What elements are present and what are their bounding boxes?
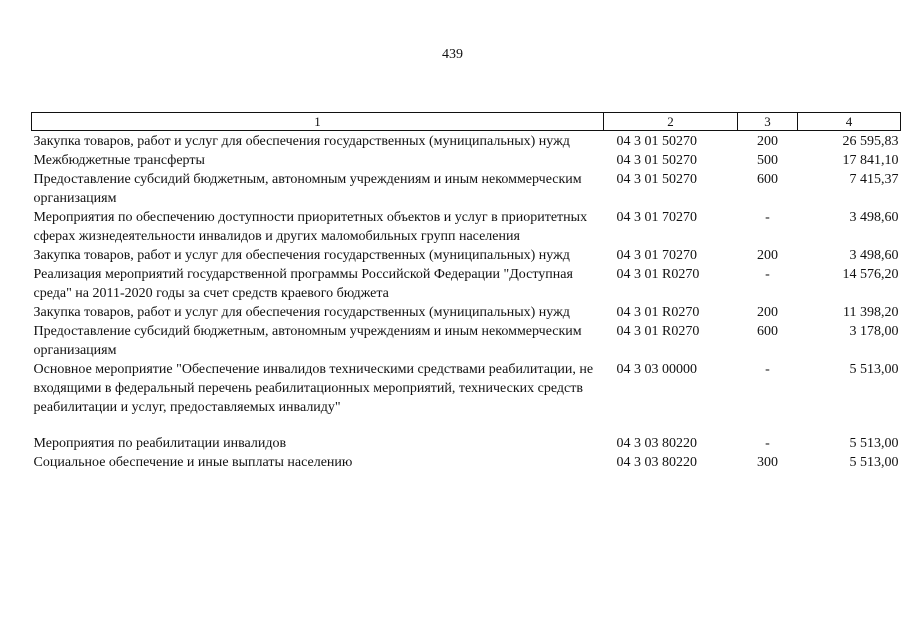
table-row bbox=[32, 246, 901, 265]
row-code: 04 3 01 R0270 bbox=[616, 324, 700, 339]
row-amount: 5 513,00 bbox=[849, 436, 899, 451]
row-code: 04 3 01 70270 bbox=[616, 210, 697, 225]
row-name: Закупка товаров, работ и услуг для обеспечения государственных (муниципальных) нужд bbox=[33, 134, 570, 149]
row-amount: 11 398,20 bbox=[843, 305, 899, 320]
budget-table bbox=[31, 112, 901, 472]
table-row bbox=[32, 131, 901, 152]
row-amount: 5 513,00 bbox=[849, 362, 899, 377]
row-name: Мероприятия по обеспечению доступности приоритетных объектов и услуг в приоритетных сферах жизнедеятельности инвалидов и других маломобильных групп населения bbox=[33, 210, 588, 244]
column-header-type: 3 bbox=[738, 113, 798, 131]
table-body bbox=[32, 131, 901, 473]
row-code: 04 3 03 80220 bbox=[616, 455, 697, 470]
row-code: 04 3 03 00000 bbox=[616, 362, 697, 377]
row-type: 200 bbox=[757, 305, 778, 320]
table-row bbox=[32, 265, 901, 303]
column-header-amount: 4 bbox=[798, 113, 901, 131]
row-amount: 3 498,60 bbox=[849, 248, 899, 263]
table-row bbox=[32, 322, 901, 360]
table-row bbox=[32, 453, 901, 472]
row-code: 04 3 01 50270 bbox=[616, 172, 697, 187]
row-code: 04 3 01 70270 bbox=[616, 248, 697, 263]
row-name: Предоставление субсидий бюджетным, автономным учреждениям и иным некоммерческим организациям bbox=[33, 324, 582, 358]
row-type: - bbox=[765, 362, 770, 377]
page-number: 439 bbox=[442, 47, 463, 62]
row-amount: 26 595,83 bbox=[842, 134, 899, 149]
row-type: 600 bbox=[757, 324, 778, 339]
table-header bbox=[32, 113, 901, 131]
row-type: - bbox=[765, 210, 770, 225]
row-name: Межбюджетные трансферты bbox=[33, 153, 205, 168]
table-row bbox=[32, 303, 901, 322]
row-amount: 5 513,00 bbox=[849, 455, 899, 470]
row-name: Предоставление субсидий бюджетным, автономным учреждениям и иным некоммерческим организациям bbox=[33, 172, 582, 206]
table-row bbox=[32, 151, 901, 170]
row-type: 200 bbox=[757, 134, 778, 149]
row-code: 04 3 01 R0270 bbox=[616, 267, 700, 282]
row-type: 500 bbox=[757, 153, 778, 168]
row-type: - bbox=[765, 436, 770, 451]
row-amount: 7 415,37 bbox=[849, 172, 899, 187]
table-row bbox=[32, 170, 901, 208]
header-row bbox=[32, 113, 901, 131]
row-type: 200 bbox=[757, 248, 778, 263]
row-code: 04 3 01 50270 bbox=[616, 153, 697, 168]
row-code: 04 3 01 50270 bbox=[616, 134, 697, 149]
row-amount: 14 576,20 bbox=[842, 267, 899, 282]
row-code: 04 3 01 R0270 bbox=[616, 305, 700, 320]
row-name: Закупка товаров, работ и услуг для обеспечения государственных (муниципальных) нужд bbox=[33, 305, 570, 320]
row-name: Основное мероприятие "Обеспечение инвалидов техническими средствами реабилитации, не входящими в федеральный перечень реабилитационных мероприятий, технических средств реабилитации и услуг, предоставляемых инвалиду" bbox=[33, 362, 594, 415]
table-row bbox=[32, 360, 901, 417]
row-code: 04 3 03 80220 bbox=[616, 436, 697, 451]
column-header-name: 1 bbox=[32, 113, 604, 131]
row-name: Закупка товаров, работ и услуг для обеспечения государственных (муниципальных) нужд bbox=[33, 248, 570, 263]
row-amount: 17 841,10 bbox=[842, 153, 899, 168]
row-amount: 3 178,00 bbox=[849, 324, 899, 339]
row-type: - bbox=[765, 267, 770, 282]
row-name: Реализация мероприятий государственной программы Российской Федерации "Доступная среда" на 2011-2020 годы за счет средств краевого бюджета bbox=[33, 267, 573, 301]
table-row bbox=[32, 208, 901, 246]
row-name: Мероприятия по реабилитации инвалидов bbox=[33, 436, 287, 451]
row-name: Социальное обеспечение и иные выплаты населению bbox=[33, 455, 353, 470]
column-header-code: 2 bbox=[604, 113, 738, 131]
row-amount: 3 498,60 bbox=[849, 210, 899, 225]
row-type: 300 bbox=[757, 455, 778, 470]
row-type: 600 bbox=[757, 172, 778, 187]
table-row bbox=[32, 417, 901, 453]
